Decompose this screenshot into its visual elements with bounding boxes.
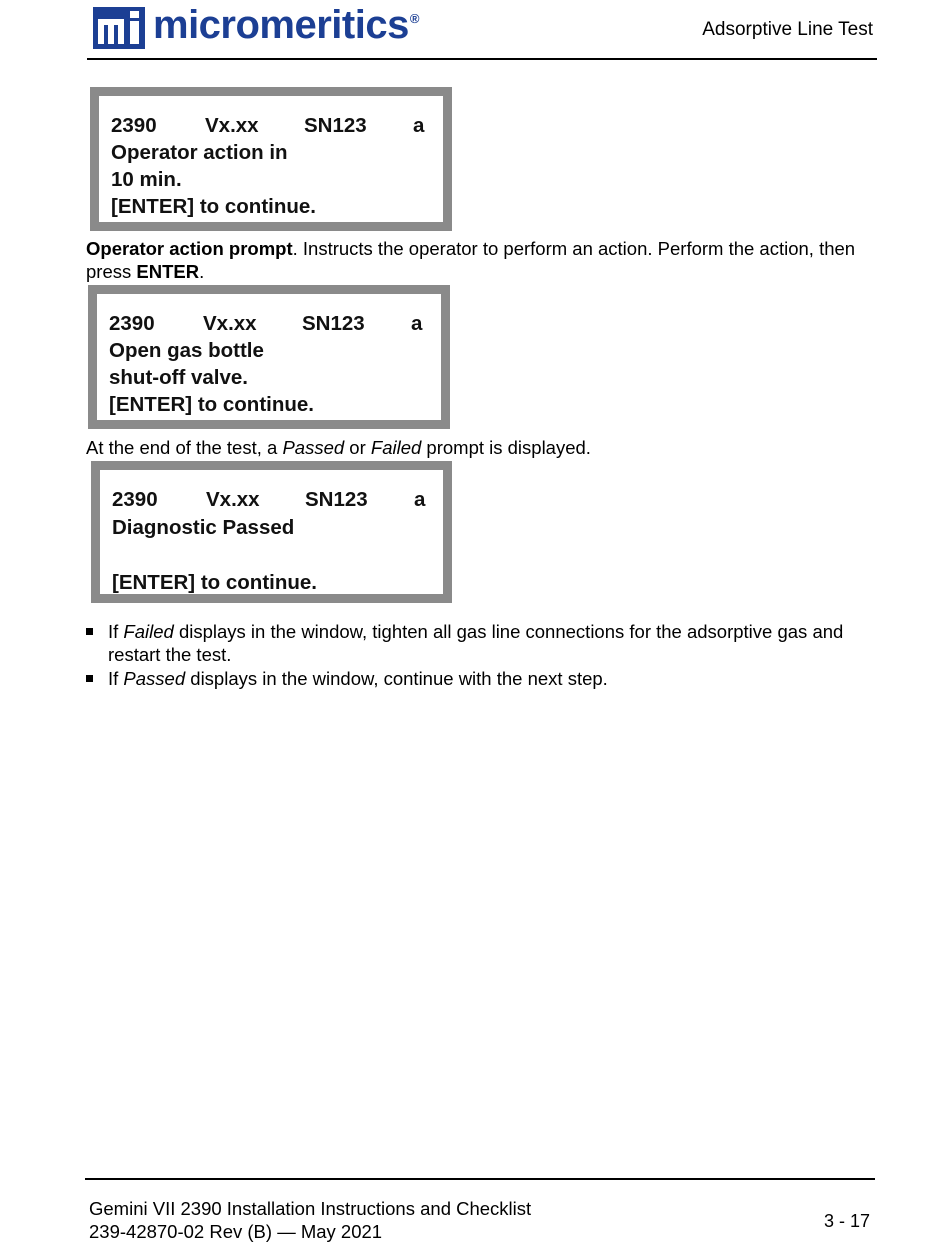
footer-divider: [85, 1178, 875, 1180]
lcd-port: a: [414, 488, 426, 511]
description-text: At the end of the test, a: [86, 437, 283, 458]
bullet-square-icon: [86, 628, 93, 635]
page-header-title: Adsorptive Line Test: [702, 19, 873, 40]
description-end: .: [199, 261, 205, 282]
lcd-model: 2390: [112, 488, 158, 511]
lcd-port: a: [413, 114, 425, 137]
lcd-serial: SN123: [302, 312, 365, 335]
lcd-version: Vx.xx: [203, 312, 257, 335]
bullet-text: If: [108, 621, 124, 642]
test-end-description: [86, 436, 866, 459]
term-passed: Passed: [282, 437, 345, 458]
lcd-serial: SN123: [304, 114, 367, 137]
lcd-line: [ENTER] to continue.: [109, 393, 314, 416]
header-divider: [87, 58, 877, 60]
bullet-text: displays in the window, continue with the next step.: [185, 668, 608, 689]
lcd-line: Diagnostic Passed: [112, 516, 295, 539]
bullet-square-icon: [86, 675, 93, 682]
bullet-text: displays in the window, tighten all gas line connections for the adsorptive gas and restart the test.: [108, 621, 844, 665]
footer-document-title: Gemini VII 2390 Installation Instructions and Checklist: [89, 1198, 532, 1219]
page-number: 3 - 17: [823, 1211, 870, 1231]
lcd-model: 2390: [109, 312, 155, 335]
lcd-screen-diagnostic-passed: [91, 461, 452, 603]
lcd-port: a: [411, 312, 423, 335]
lcd-line: Open gas bottle: [109, 339, 264, 362]
lcd-line: [ENTER] to continue.: [112, 571, 317, 594]
lcd-serial: SN123: [305, 488, 368, 511]
lcd-screen-open-gas-valve: [88, 285, 450, 429]
footer-document-revision: 239-42870-02 Rev (B) — May 2021: [89, 1221, 383, 1242]
lcd-screen-operator-action: [90, 87, 452, 231]
lcd-line: shut-off valve.: [109, 366, 248, 389]
lcd-line: Operator action in: [111, 141, 288, 164]
term-operator-action-prompt: Operator action prompt: [86, 238, 293, 259]
bullet-text: If: [108, 668, 124, 689]
result-instructions-list: [86, 620, 866, 691]
lcd-line: [ENTER] to continue.: [111, 195, 316, 218]
logo-wordmark: micromeritics®: [153, 3, 419, 47]
micromeritics-logo-icon: [93, 7, 145, 49]
term-passed: Passed: [123, 668, 186, 689]
term-failed: Failed: [370, 437, 422, 458]
description-text: or: [344, 437, 371, 458]
operator-action-description: [86, 237, 866, 283]
list-item: [86, 620, 866, 666]
description-text: . Instructs the operator to perform an action. Perform the action, then press: [86, 238, 856, 282]
lcd-line: 10 min.: [111, 168, 182, 191]
lcd-version: Vx.xx: [205, 114, 259, 137]
key-enter: ENTER: [136, 261, 200, 282]
lcd-version: Vx.xx: [206, 488, 260, 511]
description-text: prompt is displayed.: [421, 437, 591, 458]
term-failed: Failed: [123, 621, 174, 642]
lcd-model: 2390: [111, 114, 157, 137]
list-item: [86, 667, 866, 690]
